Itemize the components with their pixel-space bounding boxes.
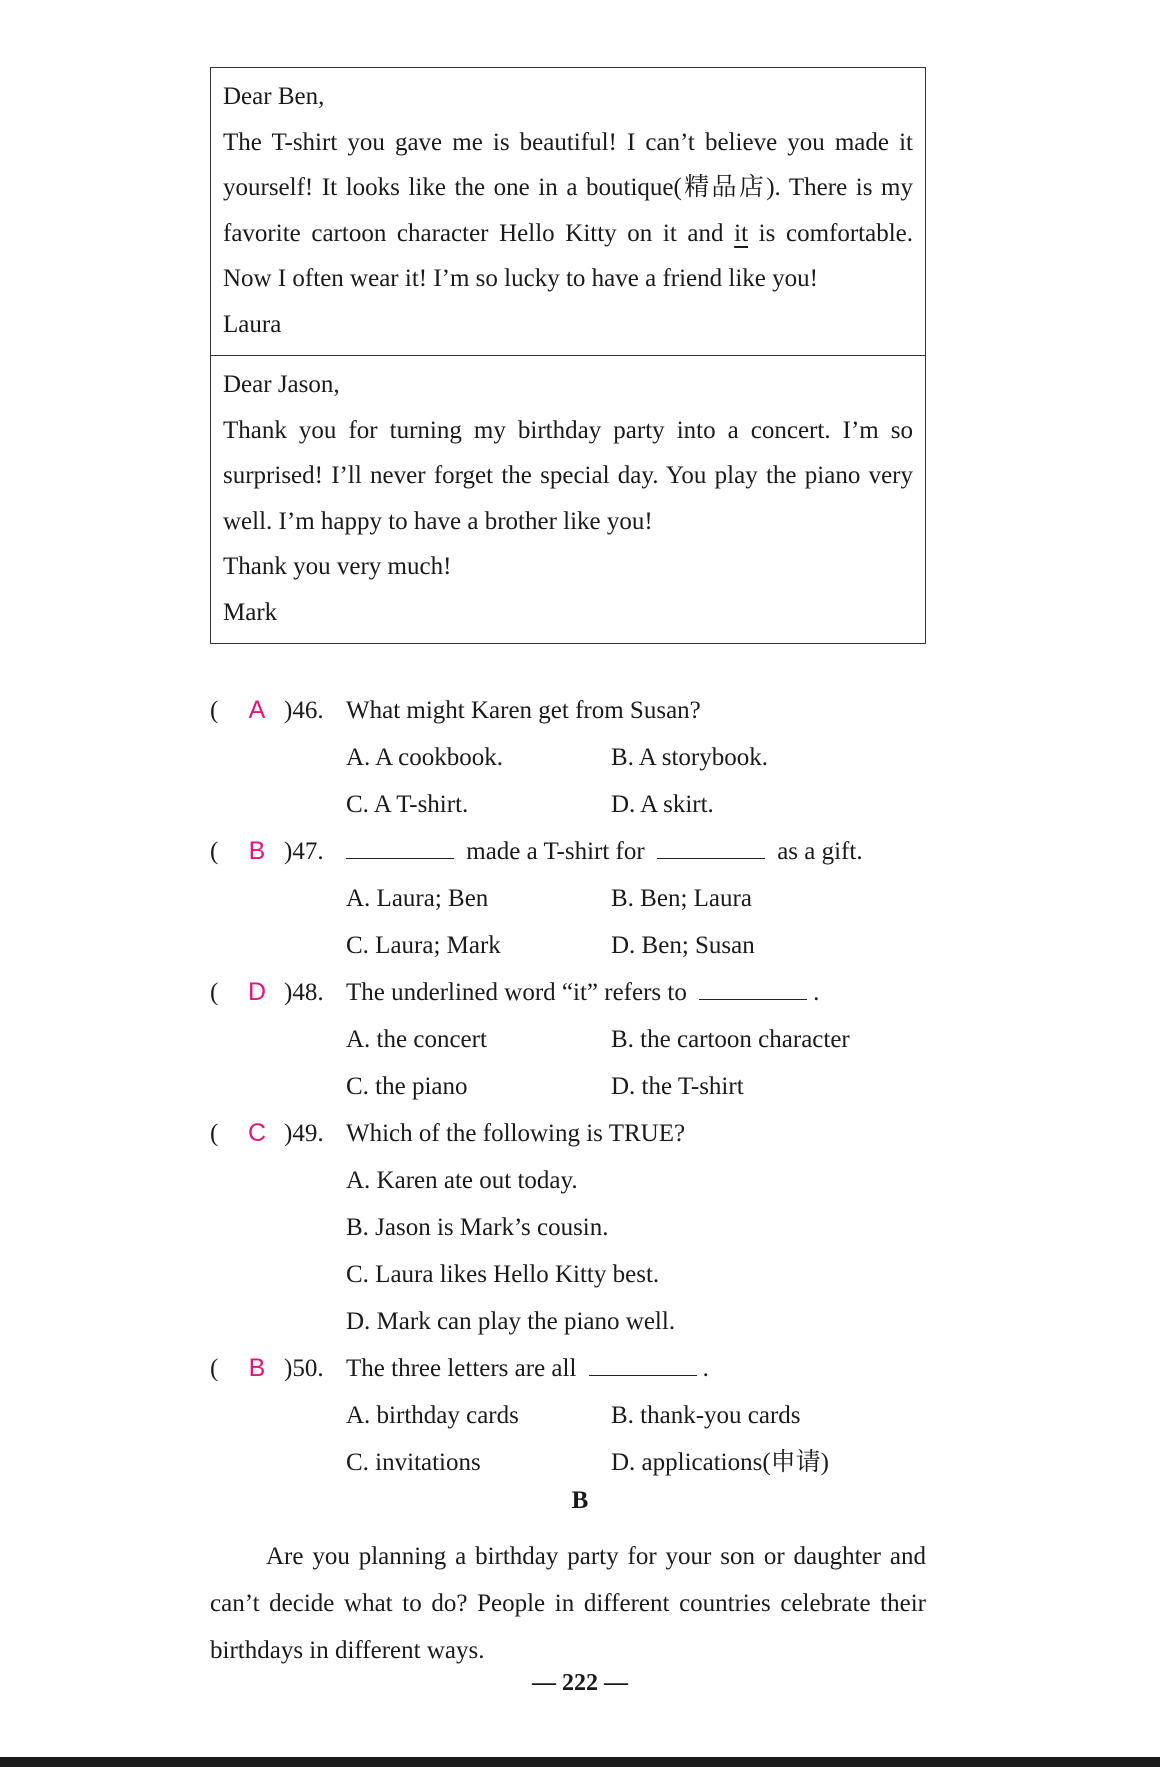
number-text: 48. (292, 979, 324, 1006)
period: . (813, 979, 820, 1006)
answer-blank (346, 838, 454, 859)
letter-body-part: The T-shirt you gave me is beautiful! I can’t believe you made it yourself! It looks like the one in a boutique(精品店). There is my favorite cartoon character Hello Kitty on it and (223, 128, 913, 247)
letter-greeting: Dear Ben, (223, 83, 325, 110)
option-a: A. A cookbook. (346, 744, 503, 771)
paren-close: ) (284, 1355, 293, 1382)
question-text-mid: made a T-shirt for (466, 838, 645, 865)
paren-close: ) (284, 697, 293, 724)
option-d: D. A skirt. (611, 791, 714, 818)
question-text (346, 969, 819, 1016)
option-b: B. A storybook. (611, 744, 768, 771)
option-a: A. the concert (346, 1026, 487, 1053)
letter-signature: Mark (223, 598, 278, 626)
question-number (284, 1110, 324, 1157)
option-d: D. the T-shirt (611, 1073, 744, 1100)
letter-body-part: is comfortable. Now I often wear it! I’m so lucky to have a friend like you! (223, 219, 914, 292)
letter-laura (211, 68, 925, 355)
option-b: B. Ben; Laura (611, 885, 752, 912)
question-number (284, 1345, 324, 1392)
answer-mark: C (247, 1119, 267, 1147)
letter-body (223, 120, 913, 302)
question-47 (210, 828, 926, 969)
section-title: B (571, 1487, 589, 1514)
number-text: 47. (292, 838, 324, 865)
paren-open: ( (210, 697, 219, 724)
question-text: Which of the following is TRUE? (346, 1120, 686, 1147)
number-text: 49. (292, 1120, 324, 1147)
letter-mark (211, 355, 925, 643)
letter-signature: Laura (223, 310, 282, 338)
answer-mark: D (247, 978, 267, 1006)
answer-mark: A (248, 696, 266, 724)
paren-close: ) (284, 979, 293, 1006)
paren-open: ( (210, 979, 219, 1006)
paren-open: ( (210, 1355, 219, 1382)
question-text-end: as a gift. (777, 838, 863, 865)
option-a: A. birthday cards (346, 1402, 519, 1429)
letters-box (210, 67, 926, 644)
option-c: C. the piano (346, 1073, 468, 1100)
option-c: C. invitations (346, 1449, 481, 1476)
paren-open: ( (210, 838, 219, 865)
letter-greeting: Dear Jason, (223, 371, 340, 398)
option-d: D. Ben; Susan (611, 932, 755, 959)
number-text: 50. (292, 1355, 324, 1382)
answer-blank (589, 1355, 697, 1376)
question-text (346, 1345, 709, 1392)
option-b: B. thank-you cards (611, 1402, 801, 1429)
answer-blank (657, 838, 765, 859)
letter-body: Thank you for turning my birthday party into a concert. I’m so surprised! I’ll never forget the special day. You play the piano very well. I’m happy to have a brother like you! (223, 416, 913, 535)
question-50 (210, 1345, 926, 1486)
underlined-word-it: it (734, 219, 749, 247)
paren-open: ( (210, 1120, 219, 1147)
option-d: D. applications(申请) (611, 1449, 830, 1476)
question-49 (210, 1110, 926, 1345)
paren-close: ) (284, 1120, 293, 1147)
option-d: D. Mark can play the piano well. (346, 1308, 676, 1335)
answer-mark: B (248, 837, 266, 865)
period: . (702, 1355, 709, 1382)
option-c: C. A T-shirt. (346, 791, 469, 818)
question-text (346, 828, 863, 875)
option-c: C. Laura; Mark (346, 932, 501, 959)
answer-blank (699, 979, 807, 1000)
option-c: C. Laura likes Hello Kitty best. (346, 1261, 660, 1288)
passage-text: Are you planning a birthday party for your son or daughter and can’t decide what to do? People in different countries celebrate their birthdays in different ways. (210, 1543, 926, 1664)
question-48 (210, 969, 926, 1110)
question-text: What might Karen get from Susan? (346, 697, 701, 724)
question-number (284, 687, 324, 734)
question-text-main: The underlined word “it” refers to (346, 979, 687, 1006)
question-list (210, 687, 926, 1486)
page-number: — 222 — (532, 1670, 628, 1696)
question-number (284, 969, 324, 1016)
question-46 (210, 687, 926, 828)
option-b: B. the cartoon character (611, 1026, 850, 1053)
option-a: A. Laura; Ben (346, 885, 489, 912)
letter-closing: Thank you very much! (223, 553, 452, 580)
option-b: B. Jason is Mark’s cousin. (346, 1214, 609, 1241)
bottom-edge-bar (0, 1757, 1160, 1767)
question-text-main: The three letters are all (346, 1355, 577, 1382)
paren-close: ) (284, 838, 293, 865)
option-a: A. Karen ate out today. (346, 1167, 578, 1194)
question-number (284, 828, 324, 875)
answer-mark: B (248, 1354, 266, 1382)
number-text: 46. (292, 697, 324, 724)
